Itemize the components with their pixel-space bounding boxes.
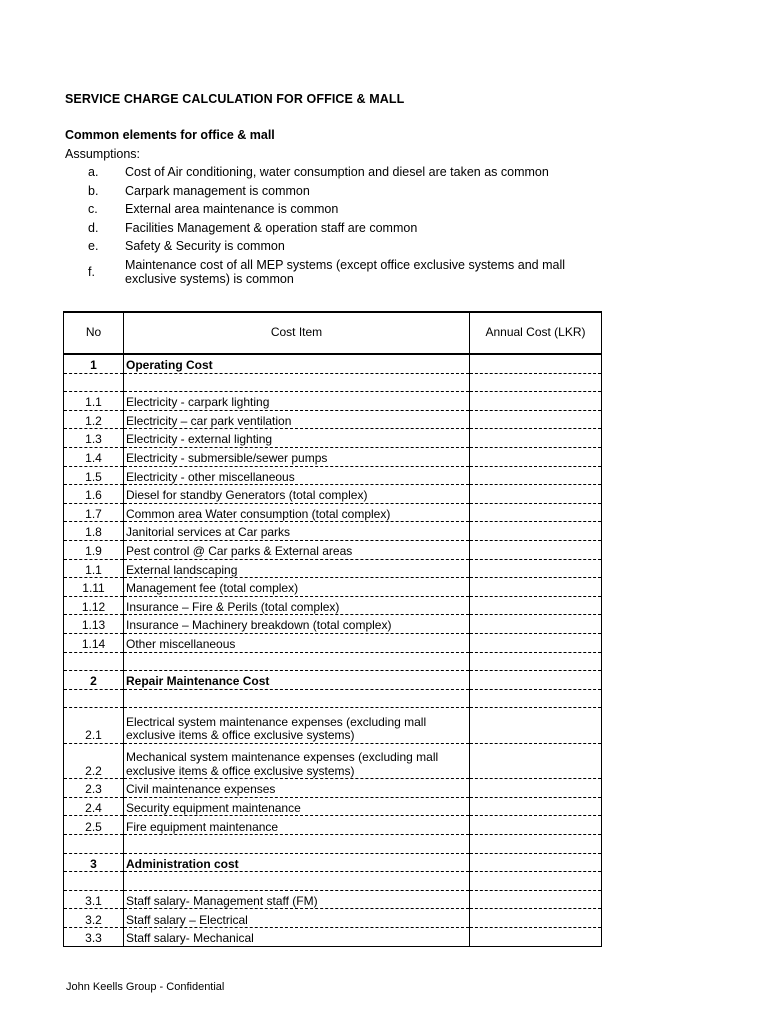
cell-annual-cost	[470, 779, 602, 798]
cell-cost-item: Mechanical system maintenance expenses (excluding mall exclusive items & office exclusive systems)	[124, 743, 470, 779]
cell-no: 1.13	[64, 615, 124, 634]
cost-table	[63, 311, 602, 947]
cell-cost-item: Fire equipment maintenance	[124, 816, 470, 835]
table-row	[64, 816, 602, 835]
assumption-item	[65, 258, 585, 287]
cell-annual-cost	[470, 743, 602, 779]
cell-cost-item: Electricity - external lighting	[124, 429, 470, 448]
table-row	[64, 909, 602, 928]
cell-no: 3	[64, 853, 124, 872]
cell-annual-cost	[470, 671, 602, 690]
table-row	[64, 890, 602, 909]
cell-cost-item: Insurance – Fire & Perils (total complex)	[124, 596, 470, 615]
assumption-letter: d.	[88, 220, 99, 235]
table-row	[64, 633, 602, 652]
table-row	[64, 671, 602, 690]
assumption-item	[65, 202, 585, 217]
table-row	[64, 522, 602, 541]
cell-annual-cost	[470, 540, 602, 559]
cell-cost-item: Electrical system maintenance expenses (excluding mall exclusive items & office exclusive systems)	[124, 708, 470, 744]
cell-cost-item	[124, 373, 470, 392]
cell-annual-cost	[470, 928, 602, 947]
document-title: SERVICE CHARGE CALCULATION FOR OFFICE & MALL	[65, 92, 405, 106]
cell-no: 1.5	[64, 466, 124, 485]
cell-no: 2.5	[64, 816, 124, 835]
header-annual-cost: Annual Cost (LKR)	[470, 312, 602, 354]
cell-no: 1.3	[64, 429, 124, 448]
assumptions-heading: Assumptions:	[65, 147, 141, 161]
cell-cost-item: Operating Cost	[124, 354, 470, 373]
table-row	[64, 429, 602, 448]
cell-cost-item: Pest control @ Car parks & External areas	[124, 540, 470, 559]
cell-annual-cost	[470, 354, 602, 373]
header-cost-item: Cost Item	[124, 312, 470, 354]
table-row	[64, 354, 602, 373]
assumption-text: Facilities Management & operation staff are common	[125, 220, 418, 235]
cell-cost-item: External landscaping	[124, 559, 470, 578]
cell-annual-cost	[470, 429, 602, 448]
cell-cost-item: Electricity - submersible/sewer pumps	[124, 447, 470, 466]
cell-no: 1.11	[64, 578, 124, 597]
table-row	[64, 743, 602, 779]
cell-annual-cost	[470, 466, 602, 485]
cell-no: 2.3	[64, 779, 124, 798]
assumption-text: Carpark management is common	[125, 183, 310, 198]
table-row	[64, 466, 602, 485]
assumption-letter: c.	[88, 202, 98, 216]
cell-cost-item	[124, 835, 470, 854]
cell-no: 2.4	[64, 797, 124, 816]
cell-no	[64, 835, 124, 854]
assumption-item	[65, 221, 585, 236]
cell-no: 1.7	[64, 503, 124, 522]
cell-cost-item: Diesel for standby Generators (total complex)	[124, 485, 470, 504]
assumption-item	[65, 184, 585, 199]
table-row	[64, 797, 602, 816]
cell-annual-cost	[470, 410, 602, 429]
table-row	[64, 578, 602, 597]
section-subtitle: Common elements for office & mall	[65, 128, 275, 142]
cell-annual-cost	[470, 522, 602, 541]
cell-cost-item	[124, 689, 470, 708]
table-row	[64, 708, 602, 744]
cell-cost-item: Repair Maintenance Cost	[124, 671, 470, 690]
cell-no	[64, 373, 124, 392]
cell-no: 1.12	[64, 596, 124, 615]
cell-cost-item: Electricity - carpark lighting	[124, 392, 470, 411]
cell-annual-cost	[470, 615, 602, 634]
table-row	[64, 872, 602, 891]
cell-cost-item: Management fee (total complex)	[124, 578, 470, 597]
cell-annual-cost	[470, 909, 602, 928]
cell-no: 3.1	[64, 890, 124, 909]
cell-annual-cost	[470, 392, 602, 411]
cell-cost-item	[124, 652, 470, 671]
assumptions-list	[65, 165, 585, 291]
cell-annual-cost	[470, 689, 602, 708]
assumption-letter: b.	[88, 183, 99, 198]
cell-no: 1.4	[64, 447, 124, 466]
assumption-letter: e.	[88, 239, 99, 253]
assumption-letter: a.	[88, 165, 99, 179]
cell-annual-cost	[470, 633, 602, 652]
cell-no: 1.1	[64, 392, 124, 411]
cell-annual-cost	[470, 485, 602, 504]
table-row	[64, 559, 602, 578]
cell-annual-cost	[470, 652, 602, 671]
cell-annual-cost	[470, 853, 602, 872]
cell-no	[64, 689, 124, 708]
cell-annual-cost	[470, 373, 602, 392]
table-row	[64, 689, 602, 708]
cell-no: 1.6	[64, 485, 124, 504]
table-row	[64, 485, 602, 504]
cell-cost-item: Insurance – Machinery breakdown (total complex)	[124, 615, 470, 634]
assumption-text: Cost of Air conditioning, water consumption and diesel are taken as common	[125, 165, 549, 179]
table-row	[64, 447, 602, 466]
table-row	[64, 928, 602, 947]
assumption-item	[65, 239, 585, 254]
cell-no	[64, 652, 124, 671]
table-row	[64, 853, 602, 872]
table-row	[64, 835, 602, 854]
cell-no: 2	[64, 671, 124, 690]
cell-annual-cost	[470, 816, 602, 835]
assumption-text: External area maintenance is common	[125, 202, 339, 216]
cell-cost-item: Common area Water consumption (total complex)	[124, 503, 470, 522]
assumption-text: Safety & Security is common	[125, 239, 285, 253]
cell-annual-cost	[470, 559, 602, 578]
cell-no: 1.8	[64, 522, 124, 541]
table-row	[64, 373, 602, 392]
cell-annual-cost	[470, 835, 602, 854]
cell-cost-item: Staff salary- Mechanical	[124, 928, 470, 947]
cell-no: 1.2	[64, 410, 124, 429]
table-row	[64, 410, 602, 429]
cell-cost-item: Staff salary – Electrical	[124, 909, 470, 928]
cell-cost-item: Electricity - other miscellaneous	[124, 466, 470, 485]
cell-no: 2.2	[64, 743, 124, 779]
assumption-text: Maintenance cost of all MEP systems (except office exclusive systems and mall exclusive systems) is common	[125, 257, 565, 286]
cell-annual-cost	[470, 872, 602, 891]
cell-annual-cost	[470, 447, 602, 466]
cell-no: 1	[64, 354, 124, 373]
cell-annual-cost	[470, 503, 602, 522]
cell-cost-item: Security equipment maintenance	[124, 797, 470, 816]
cell-cost-item: Other miscellaneous	[124, 633, 470, 652]
cell-no: 3.2	[64, 909, 124, 928]
cell-no: 1.14	[64, 633, 124, 652]
cell-annual-cost	[470, 578, 602, 597]
cell-cost-item: Staff salary- Management staff (FM)	[124, 890, 470, 909]
cell-cost-item: Civil maintenance expenses	[124, 779, 470, 798]
table-row	[64, 503, 602, 522]
table-body	[64, 354, 602, 946]
header-no: No	[64, 312, 124, 354]
table-row	[64, 392, 602, 411]
footer-confidential: John Keells Group - Confidential	[66, 981, 225, 993]
cell-annual-cost	[470, 596, 602, 615]
table-row	[64, 596, 602, 615]
cell-no: 2.1	[64, 708, 124, 744]
cell-annual-cost	[470, 708, 602, 744]
cell-cost-item: Electricity – car park ventilation	[124, 410, 470, 429]
table-header-row	[64, 312, 602, 354]
cell-no	[64, 872, 124, 891]
cell-cost-item: Janitorial services at Car parks	[124, 522, 470, 541]
assumption-item	[65, 165, 585, 180]
cell-annual-cost	[470, 890, 602, 909]
cell-no: 3.3	[64, 928, 124, 947]
table-row	[64, 540, 602, 559]
cell-annual-cost	[470, 797, 602, 816]
cell-cost-item: Administration cost	[124, 853, 470, 872]
table-row	[64, 652, 602, 671]
cell-cost-item	[124, 872, 470, 891]
assumption-letter: f.	[88, 264, 95, 279]
cell-no: 1.1	[64, 559, 124, 578]
table-row	[64, 615, 602, 634]
cell-no: 1.9	[64, 540, 124, 559]
table-row	[64, 779, 602, 798]
